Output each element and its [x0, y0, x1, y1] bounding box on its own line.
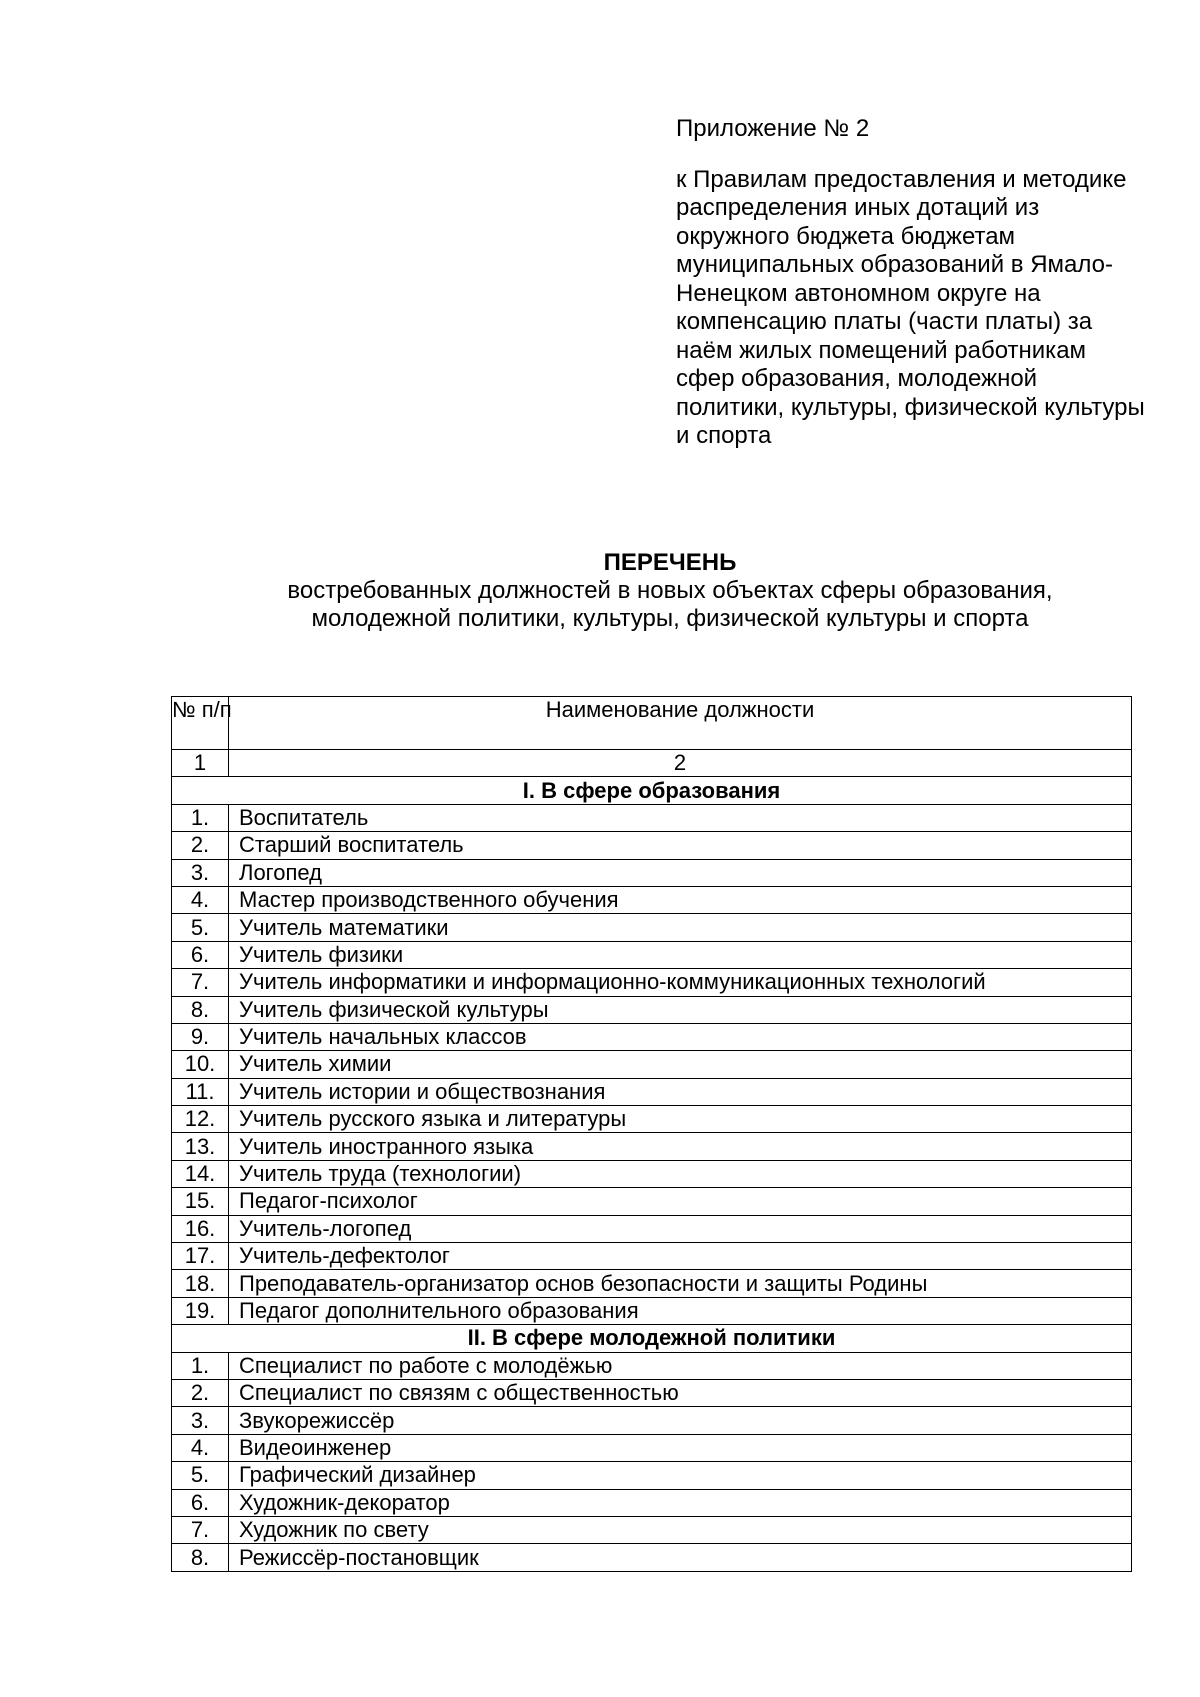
- table-row: [172, 1051, 1132, 1078]
- row-number: 12.: [172, 1106, 229, 1133]
- table-row: [172, 1023, 1132, 1050]
- table-row: [172, 1516, 1132, 1543]
- row-number: 2.: [172, 1379, 229, 1406]
- position-name: Педагог дополнительного образования: [229, 1297, 1132, 1324]
- position-name: Учитель начальных классов: [229, 1023, 1132, 1050]
- row-number: 17.: [172, 1243, 229, 1270]
- row-number: 3.: [172, 859, 229, 886]
- header-number-cell: № п/п: [172, 697, 229, 750]
- position-name: Художник по свету: [229, 1516, 1132, 1543]
- position-name: Специалист по работе с молодёжью: [229, 1352, 1132, 1379]
- position-name: Логопед: [229, 859, 1132, 886]
- row-number: 2.: [172, 832, 229, 859]
- header-name-cell: Наименование должности: [229, 697, 1132, 750]
- table-row: [172, 1352, 1132, 1379]
- position-name: Учитель-логопед: [229, 1215, 1132, 1242]
- column-number-1: 1: [172, 750, 229, 777]
- appendix-number: Приложение № 2: [676, 115, 870, 142]
- table-row: [172, 996, 1132, 1023]
- document-subtitle-line-1: востребованных должностей в новых объектах сферы образования,: [287, 577, 1053, 604]
- row-number: 1.: [172, 1352, 229, 1379]
- table-header-row: [172, 697, 1132, 750]
- positions-table: [171, 696, 1132, 1572]
- table-row: [172, 1462, 1132, 1489]
- position-name: Учитель математики: [229, 914, 1132, 941]
- row-number: 18.: [172, 1270, 229, 1297]
- table-row: [172, 1078, 1132, 1105]
- table-row: [172, 914, 1132, 941]
- position-name: Педагог-психолог: [229, 1188, 1132, 1215]
- table-row: [172, 886, 1132, 913]
- row-number: 5.: [172, 1462, 229, 1489]
- table-row: [172, 859, 1132, 886]
- section-title: II. В сфере молодежной политики: [172, 1325, 1132, 1352]
- table-row: [172, 1297, 1132, 1324]
- row-number: 19.: [172, 1297, 229, 1324]
- table-row: [172, 1215, 1132, 1242]
- position-name: Графический дизайнер: [229, 1462, 1132, 1489]
- table-row: [172, 941, 1132, 968]
- table-row: [172, 1544, 1132, 1571]
- row-number: 4.: [172, 1434, 229, 1461]
- position-name: Учитель физики: [229, 941, 1132, 968]
- row-number: 9.: [172, 1023, 229, 1050]
- row-number: 1.: [172, 804, 229, 831]
- position-name: Мастер производственного обучения: [229, 886, 1132, 913]
- section-row: [172, 777, 1132, 804]
- position-name: Учитель-дефектолог: [229, 1243, 1132, 1270]
- table-row: [172, 1160, 1132, 1187]
- table-row: [172, 969, 1132, 996]
- row-number: 13.: [172, 1133, 229, 1160]
- table-row: [172, 1379, 1132, 1406]
- document-heading: [150, 549, 1190, 633]
- position-name: Воспитатель: [229, 804, 1132, 831]
- table-row: [172, 804, 1132, 831]
- position-name: Учитель истории и обществознания: [229, 1078, 1132, 1105]
- position-name: Старший воспитатель: [229, 832, 1132, 859]
- row-number: 8.: [172, 1544, 229, 1571]
- appendix-block: [676, 115, 1146, 451]
- position-name: Учитель физической культуры: [229, 996, 1132, 1023]
- row-number: 7.: [172, 1516, 229, 1543]
- row-number: 7.: [172, 969, 229, 996]
- row-number: 11.: [172, 1078, 229, 1105]
- table-row: [172, 1188, 1132, 1215]
- position-name: Учитель химии: [229, 1051, 1132, 1078]
- document-subtitle-line-2: молодежной политики, культуры, физической культуры и спорта: [311, 605, 1029, 632]
- row-number: 8.: [172, 996, 229, 1023]
- position-name: Учитель информатики и информационно-коммуникационных технологий: [229, 969, 1132, 996]
- row-number: 3.: [172, 1407, 229, 1434]
- row-number: 4.: [172, 886, 229, 913]
- table-row: [172, 1434, 1132, 1461]
- row-number: 10.: [172, 1051, 229, 1078]
- column-number-2: 2: [229, 750, 1132, 777]
- document-title: ПЕРЕЧЕНЬ: [603, 549, 737, 576]
- row-number: 6.: [172, 1489, 229, 1516]
- column-number-row: [172, 750, 1132, 777]
- table-row: [172, 1106, 1132, 1133]
- row-number: 6.: [172, 941, 229, 968]
- section-title: I. В сфере образования: [172, 777, 1132, 804]
- table-row: [172, 1489, 1132, 1516]
- position-name: Художник-декоратор: [229, 1489, 1132, 1516]
- position-name: Звукорежиссёр: [229, 1407, 1132, 1434]
- section-row: [172, 1325, 1132, 1352]
- row-number: 16.: [172, 1215, 229, 1242]
- table-row: [172, 1270, 1132, 1297]
- row-number: 15.: [172, 1188, 229, 1215]
- position-name: Специалист по связям с общественностью: [229, 1379, 1132, 1406]
- table-row: [172, 832, 1132, 859]
- position-name: Видеоинженер: [229, 1434, 1132, 1461]
- table-row: [172, 1407, 1132, 1434]
- table-row: [172, 1133, 1132, 1160]
- position-name: Режиссёр-постановщик: [229, 1544, 1132, 1571]
- appendix-text: к Правилам предоставления и методике распределения иных дотаций из окружного бюджета бюджетам муниципальных образований в Ямало-Ненецком автономном округе на компенсацию платы (части платы) за наём жилых помещений работникам сфер образования, молодежной политики, культуры, физической культуры и спорта: [676, 165, 1145, 449]
- row-number: 5.: [172, 914, 229, 941]
- row-number: 14.: [172, 1160, 229, 1187]
- positions-table-body: [172, 697, 1132, 1572]
- position-name: Учитель иностранного языка: [229, 1133, 1132, 1160]
- position-name: Преподаватель-организатор основ безопасности и защиты Родины: [229, 1270, 1132, 1297]
- table-row: [172, 1243, 1132, 1270]
- position-name: Учитель труда (технологии): [229, 1160, 1132, 1187]
- position-name: Учитель русского языка и литературы: [229, 1106, 1132, 1133]
